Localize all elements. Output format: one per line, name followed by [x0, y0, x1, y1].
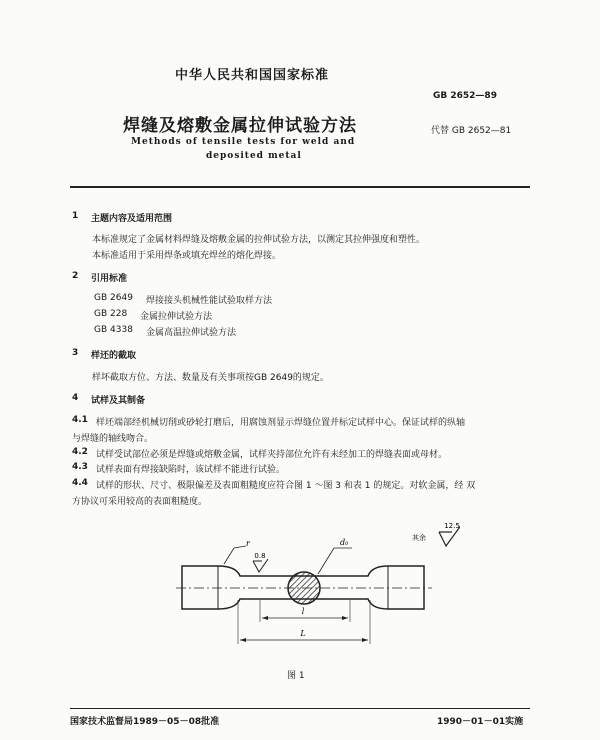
roughness-other-symbol [412, 522, 460, 546]
header-rule [70, 186, 530, 188]
section-1-title: 主题内容及适用范围 [91, 214, 173, 224]
clause-text-cont: 与焊缝的轴线吻合。 [72, 434, 154, 444]
section-2-title: 引用标准 [91, 274, 128, 284]
clause-text: 试样表面有焊接缺陷时，该试样不能进行试验。 [96, 465, 286, 475]
effective-date: 1990－01－01实施 [437, 717, 524, 727]
clause-number: 4.3 [72, 462, 88, 472]
section-1-number: 1 [72, 211, 79, 221]
section-3-number: 3 [72, 348, 79, 358]
ref-text: 金属高温拉伸试验方法 [146, 328, 237, 338]
english-title-line1: Methods of tensile tests for weld and [131, 137, 356, 147]
section-4-title: 试样及其制备 [91, 396, 146, 406]
section-2-number: 2 [72, 271, 79, 281]
gauge-length-label: l [301, 607, 305, 616]
approval-date: 国家技术监督局1989－05－08批准 [70, 717, 220, 727]
roughness-other-label: 其余 [412, 534, 426, 542]
clause-text-cont: 方协议可采用较高的表面粗糙度。 [72, 497, 208, 507]
section-1-para-1: 本标准规定了金属材料焊缝及熔敷金属的拉伸试验方法，以测定其拉伸强度和塑性。 [92, 235, 426, 245]
ref-text: 焊接接头机械性能试验取样方法 [146, 296, 273, 306]
ref-code: GB 228 [94, 309, 128, 319]
replaces-standard: 代替 GB 2652—81 [431, 126, 512, 136]
radius-label: r [246, 539, 250, 548]
roughness-local-value: 0.8 [254, 552, 266, 560]
clause-text: 样坯端部经机械切削或砂轮打磨后，用腐蚀剂显示焊缝位置并标定试样中心。保证试样的纵轴 [96, 418, 466, 428]
section-3-para: 样坏截取方位、方法、数量及有关事项按GB 2649的规定。 [92, 373, 329, 383]
roughness-local-symbol [253, 552, 268, 572]
ref-code: GB 4338 [94, 325, 133, 335]
diameter-label: d₀ [340, 538, 349, 547]
roughness-other-value: 12.5 [444, 522, 460, 530]
standard-number: GB 2652—89 [433, 91, 497, 101]
clause-number: 4.1 [72, 415, 88, 425]
section-3-title: 样还的截取 [91, 351, 137, 361]
footer-rule [70, 708, 530, 709]
figure-1-drawing [160, 510, 460, 650]
ref-text: 金属拉伸试验方法 [140, 312, 213, 322]
figure-caption: 图 1 [287, 671, 305, 681]
parallel-length-label: L [300, 629, 306, 638]
document-title: 焊缝及熔敷金属拉伸试验方法 [123, 116, 357, 136]
clause-text: 试样受试部位必须是焊缝或熔敷金属，试样夹持部位允许有未经加工的焊缝表面或母材。 [96, 450, 448, 460]
clause-number: 4.2 [72, 447, 88, 457]
clause-number: 4.4 [72, 478, 88, 488]
agency-title: 中华人民共和国国家标准 [175, 68, 330, 83]
ref-code: GB 2649 [94, 293, 133, 303]
english-title-line2: deposited metal [206, 151, 302, 161]
clause-text: 试样的形状、尺寸、极限偏差及表面粗糙度应符合图 1 ～图 3 和表 1 的规定。对软金属，经 双 [96, 481, 476, 491]
section-4-number: 4 [72, 393, 79, 403]
section-1-para-2: 本标准适用于采用焊条或填充焊丝的熔化焊接。 [92, 251, 282, 261]
